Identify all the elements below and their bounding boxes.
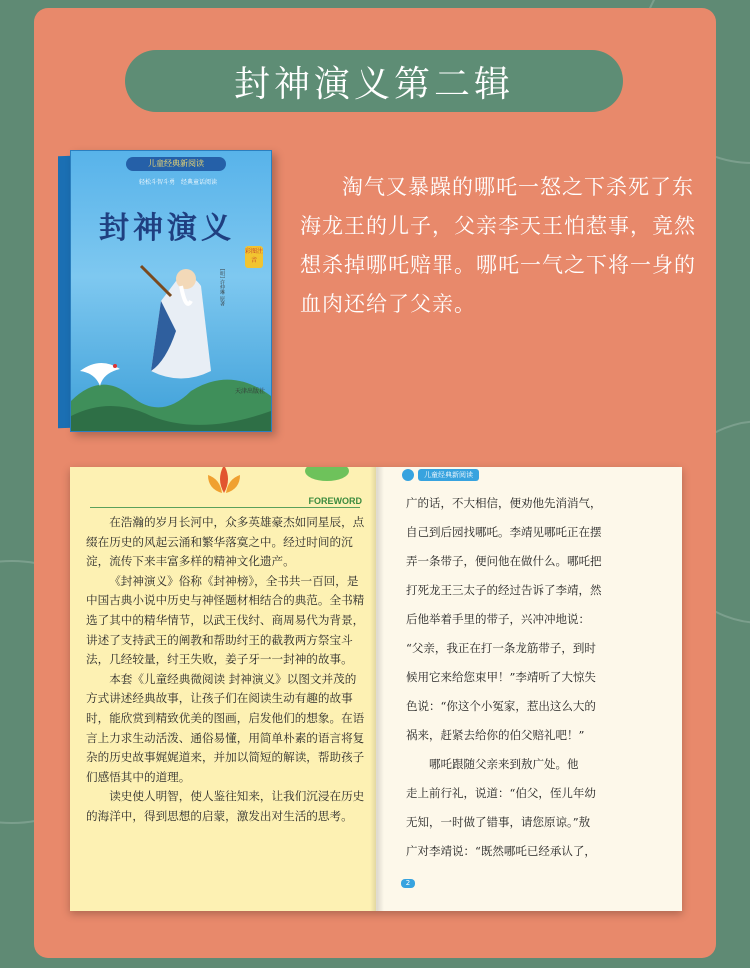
story-line: 广对李靖说：“既然哪吒已经承认了， (406, 844, 596, 858)
page-title: 封神演义第二辑 (125, 50, 623, 112)
page-number: 2 (401, 879, 415, 888)
foreword-page (70, 467, 376, 911)
story-line: 祸来，赶紧去给你的伯父赔礼吧！” (406, 728, 585, 742)
series-badge: 儿童经典新阅读 (126, 157, 226, 171)
series-badge: 儿童经典新阅读 (418, 469, 479, 481)
foreword-text (86, 513, 366, 827)
spine-shadow (370, 467, 384, 911)
book-description: 淘气又暴躁的哪吒一怒之下杀死了东海龙王的儿子，父亲李天王怕惹事，竟然想杀掉哪吒赔罪。哪吒一气之下将一身的血肉还给了父亲。 (300, 175, 696, 316)
book-spread-image (70, 467, 682, 911)
page-header (402, 467, 479, 483)
story-line: 打死龙王三太子的经过告诉了李靖，然 (406, 583, 602, 597)
divider (90, 507, 360, 508)
story-line: “父亲，我正在打一条龙筋带子，到时 (406, 641, 596, 655)
story-page (376, 467, 682, 911)
sage-figure-illustration (131, 261, 221, 391)
story-line: 后他举着手里的带子，兴冲冲地说： (406, 612, 590, 626)
foreword-label: FOREWORD (308, 496, 362, 506)
story-line: 走上前行礼，说道：“伯父，侄儿年幼 (406, 786, 596, 800)
story-line: 无知，一时做了错事，请您原谅。”敖 (406, 815, 591, 829)
story-line: 色说：“你这个小冤家，惹出这么大的 (406, 699, 596, 713)
leaf-decoration-icon (302, 467, 352, 485)
cover-publisher: 天津出版社 (234, 388, 265, 395)
cover-subtitle: 轻松斗智斗勇 经典童话阅读 (138, 179, 217, 186)
cover-stamp: 彩图注音 (245, 246, 263, 268)
story-line: 广的话，不大相信，便劝他先消消气， (406, 496, 602, 510)
story-text (406, 489, 668, 866)
series-dot-icon (402, 469, 414, 481)
book-cover (70, 150, 272, 432)
foreword-paragraph: 读史使人明智，使人鉴往知来，让我们沉浸在历史的海洋中，得到思想的启蒙，激发出对生活的思考。 (86, 789, 365, 823)
story-line: 自己到后园找哪吒。李靖见哪吒正在摆 (406, 525, 602, 539)
crane-icon (75, 351, 125, 391)
story-line: 弄一条带子，便问他在做什么。哪吒把 (406, 554, 602, 568)
foreword-paragraph: 《封神演义》俗称《封神榜》，全书共一百回，是中国古典小说中历史与神怪题材相结合的典范。全书精选了其中的精华情节，以武王伐纣、商周易代为背景，讲述了支持武王的阐教和帮助纣王的截教两方祭宝斗法，几经较量，纣王失败，姜子牙一一封神的故事。 (86, 573, 365, 667)
book-cover-image (58, 150, 273, 432)
foreword-paragraph: 本套《儿童经典微阅读 封神演义》以图文并茂的方式讲述经典故事，让孩子们在阅读生动有趣的故事时，能欣赏到精致优美的图画，启发他们的想象。在语言上力求生动活泼、通俗易懂，用简单朴素的语言将复杂的历史故事娓娓道来，并加以简短的解读，帮助孩子们感悟其中的道理。 (86, 671, 365, 784)
cover-title: 封神演义 (99, 211, 235, 246)
foreword-paragraph: 在浩瀚的岁月长河中，众多英雄豪杰如同星辰，点缀在历史的风起云涌和繁华落寞之中。经过时间的沉淀，流传下来丰富多样的精神文化遗产。 (86, 515, 365, 569)
lotus-decoration-icon (202, 467, 246, 497)
cover-author: [明] 许仲琳 原著 (219, 269, 225, 307)
story-line: 哪吒跟随父亲来到敖广处。他 (429, 757, 579, 771)
story-line: 候用它来给您束甲！”李靖听了大惊失 (406, 670, 596, 684)
